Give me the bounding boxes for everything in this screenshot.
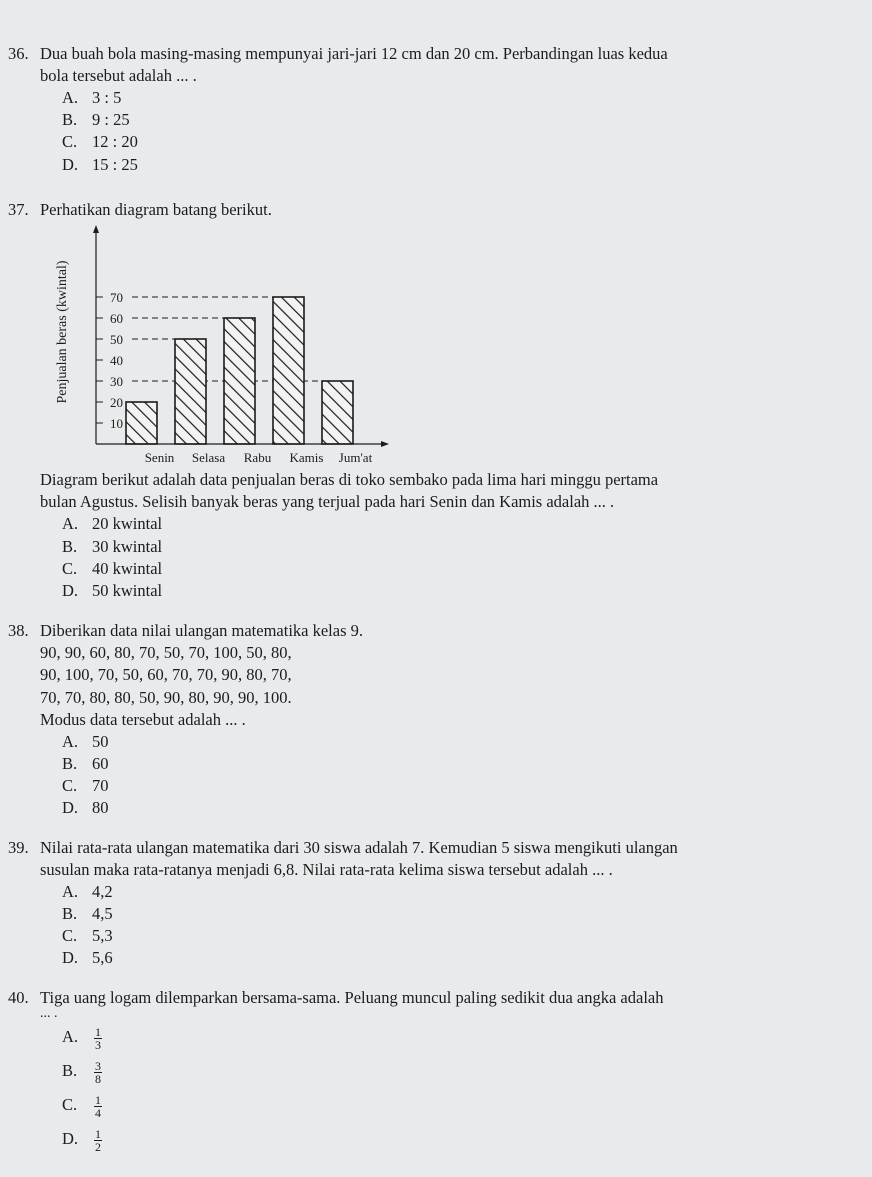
x-category-label: Rabu [243,450,272,465]
y-tick-label: 70 [110,290,123,305]
question-number: 36. [8,44,29,63]
question-text: Diagram berikut adalah data penjualan beras di toko sembako pada lima hari minggu pertama [40,470,659,489]
bar-selasa [175,339,206,444]
question-text: ... . [40,1006,58,1021]
question-text: Dua buah bola masing-masing mempunyai jari-jari 12 cm dan 20 cm. Perbandingan luas kedua [40,44,668,63]
y-tick-label: 30 [110,374,123,389]
x-category-label: Kamis [289,450,324,465]
option-d[interactable]: D. 80 [62,798,109,817]
bar-chart [40,222,460,467]
x-category-label: Senin [144,450,175,465]
option-b[interactable]: B. 60 [62,754,109,773]
x-axis-arrow-icon [381,441,389,447]
y-tick-label: 40 [110,353,123,368]
question-text: Nilai rata-rata ulangan matematika dari 30 siswa adalah 7. Kemudian 5 siswa mengikuti ulangan [40,838,678,857]
y-tick-label: 50 [110,332,123,347]
y-tick-label: 10 [110,416,123,431]
question-number: 37. [8,200,29,219]
question-text: bola tersebut adalah ... . [40,66,197,85]
option-c[interactable]: C. 40 kwintal [62,559,163,578]
option-d[interactable]: D. 5,6 [62,948,113,967]
fraction: $\frac{1}{3}$ [95,1025,101,1052]
y-axis-label: Penjualan beras (kwintal) [55,260,70,404]
option-a[interactable]: A. 20 kwintal [62,514,163,533]
data-row: 90, 100, 70, 50, 60, 70, 70, 90, 80, 70, [40,665,292,684]
option-c[interactable]: C. 12 : 20 [62,132,138,151]
data-row: 70, 70, 80, 80, 50, 90, 80, 90, 90, 100. [40,688,292,707]
bar-jumat [322,381,353,444]
data-row: 90, 90, 60, 80, 70, 50, 70, 100, 50, 80, [40,643,292,662]
fraction: $\frac{1}{4}$ [95,1093,101,1120]
question-text: Diberikan data nilai ulangan matematika kelas 9. [40,621,364,640]
option-a[interactable]: A. 50 [62,732,109,751]
x-category-label: Jum'at [338,450,373,465]
question-number: 38. [8,621,29,640]
option-b[interactable]: B. 4,5 [62,904,113,923]
option-c[interactable]: C. $\frac{1}{4}$ [62,1093,101,1120]
question-text: susulan maka rata-ratanya menjadi 6,8. Nilai rata-rata kelima siswa tersebut adalah ... . [40,860,613,879]
question-text: bulan Agustus. Selisih banyak beras yang terjual pada hari Senin dan Kamis adalah ... . [40,492,615,511]
bar-senin [126,402,157,444]
option-d[interactable]: D. 50 kwintal [62,581,163,600]
option-d[interactable]: D. 15 : 25 [62,155,138,174]
y-tick-label: 20 [110,395,123,410]
option-a[interactable]: A. 4,2 [62,882,113,901]
fraction: $\frac{3}{8}$ [95,1059,101,1086]
bar-kamis [273,297,304,444]
question-text: Tiga uang logam dilemparkan bersama-sama. Peluang muncul paling sedikit dua angka adalah [40,988,664,1007]
question-text: Modus data tersebut adalah ... . [40,710,246,729]
fraction: $\frac{1}{2}$ [95,1127,101,1154]
question-number: 40. [8,988,29,1007]
option-b[interactable]: B. 30 kwintal [62,537,163,556]
y-axis-arrow-icon [93,225,99,233]
option-b[interactable]: B. $\frac{3}{8}$ [62,1059,101,1086]
y-tick-label: 60 [110,311,123,326]
option-a[interactable]: A. 3 : 5 [62,88,122,107]
option-c[interactable]: C. 5,3 [62,926,113,945]
x-category-label: Selasa [191,450,226,465]
option-b[interactable]: B. 9 : 25 [62,110,130,129]
question-number: 39. [8,838,29,857]
option-a[interactable]: A. $\frac{1}{3}$ [62,1025,101,1052]
option-d[interactable]: D. $\frac{1}{2}$ [62,1127,101,1154]
question-intro: Perhatikan diagram batang berikut. [40,200,272,219]
option-c[interactable]: C. 70 [62,776,109,795]
bar-rabu [224,318,255,444]
